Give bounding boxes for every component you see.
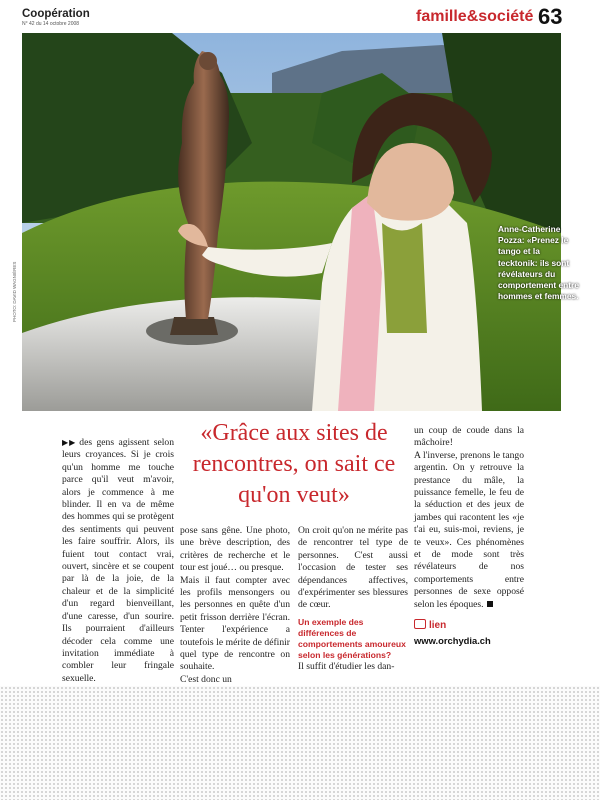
double-triangle-right-icon: ▶▶ (62, 438, 77, 447)
interview-question: Un exemple des différences de comportements amoureux selon les générations? (298, 616, 406, 660)
column-2-paragraph-3: C'est donc un (180, 673, 232, 685)
article-column-2 (180, 525, 290, 686)
article-headline: «Grâce aux sites de rencontres, on sait ce qu'on veut» (192, 420, 396, 508)
article-column-4 (414, 425, 524, 647)
column-2-paragraph-2: Mais il faut compter avec les profils mensongers ou les personnes en quête d'un petit frisson derrière l'écran. Tenter l'expérience a toutefois le mérite de définir quel type de rencontre on souhaite. (180, 574, 290, 673)
article-photo (22, 33, 579, 411)
column-3-paragraph-2: Il suffit d'étudier les dan- (298, 660, 395, 672)
website-link[interactable]: www.orchydia.ch (414, 634, 491, 646)
dotted-overlay (0, 686, 600, 800)
column-4-text: un coup de coude dans la mâchoire! (414, 425, 524, 449)
link-label: lien (429, 620, 447, 632)
photo-credit: PHOTO: DAVID WAGNIÈRES (12, 261, 17, 322)
article-column-1 (62, 437, 174, 712)
issue-line: N° 42 du 14 octobre 2008 (22, 21, 80, 27)
article-column-3 (298, 525, 408, 673)
column-2-text: pose sans gêne. Une photo, une brève description, des critères de recherche et le tour est joué… ou presque. (180, 525, 290, 574)
column-1-text: des gens agissent selon leurs croyances. Si je crois qu'un homme me touche parce qu'il veut m'avoir, alors je commence à me blinder. Il en va de même des hommes qui se protègent des sentiments qui peuvent les faire souffrir. Alors, ils fuient tout contact vrai, ouvert, sincère et se coupent par là de la joie, de la chaleur et de la simplicité d'un regard bienveillant, d'une caresse, d'un sourire. Ils pourraient d'ailleurs décoder cela comme une invitation immédiate à combler leur fringale sexuelle. (62, 437, 174, 684)
section-title: famille&société (416, 8, 534, 25)
column-4-paragraph-2: A l'inverse, prenons le tango argentin. On y retrouve la prestance du mâle, la puissance femelle, le feu de la séduction et des jeux de jambes qui racontent les «je t'ai eu, suis-moi, reviens, je te veux». Ces phénomènes et de mode sont très révélateurs de nos comportements entre personnes de sexe opposé selon les époques. (414, 449, 524, 610)
page-number: 63 (538, 4, 563, 29)
end-square-icon (487, 601, 493, 607)
photo-illustration (22, 33, 561, 411)
publication-name: Coopération (22, 8, 90, 20)
link-icon (414, 619, 426, 629)
column-3-text: On croit qu'on ne mérite pas de rencontrer tel type de personnes. C'est aussi l'occasion de tester ses dépendances affectives, d'expérimenter ses blessures de cœur. (298, 525, 408, 611)
photo-caption: Anne-Catherine Pozza: «Prenez le tango et la tecktonik: ils sont révélateurs du comportement entre hommes et femmes. (498, 224, 579, 302)
page-header (0, 0, 600, 32)
